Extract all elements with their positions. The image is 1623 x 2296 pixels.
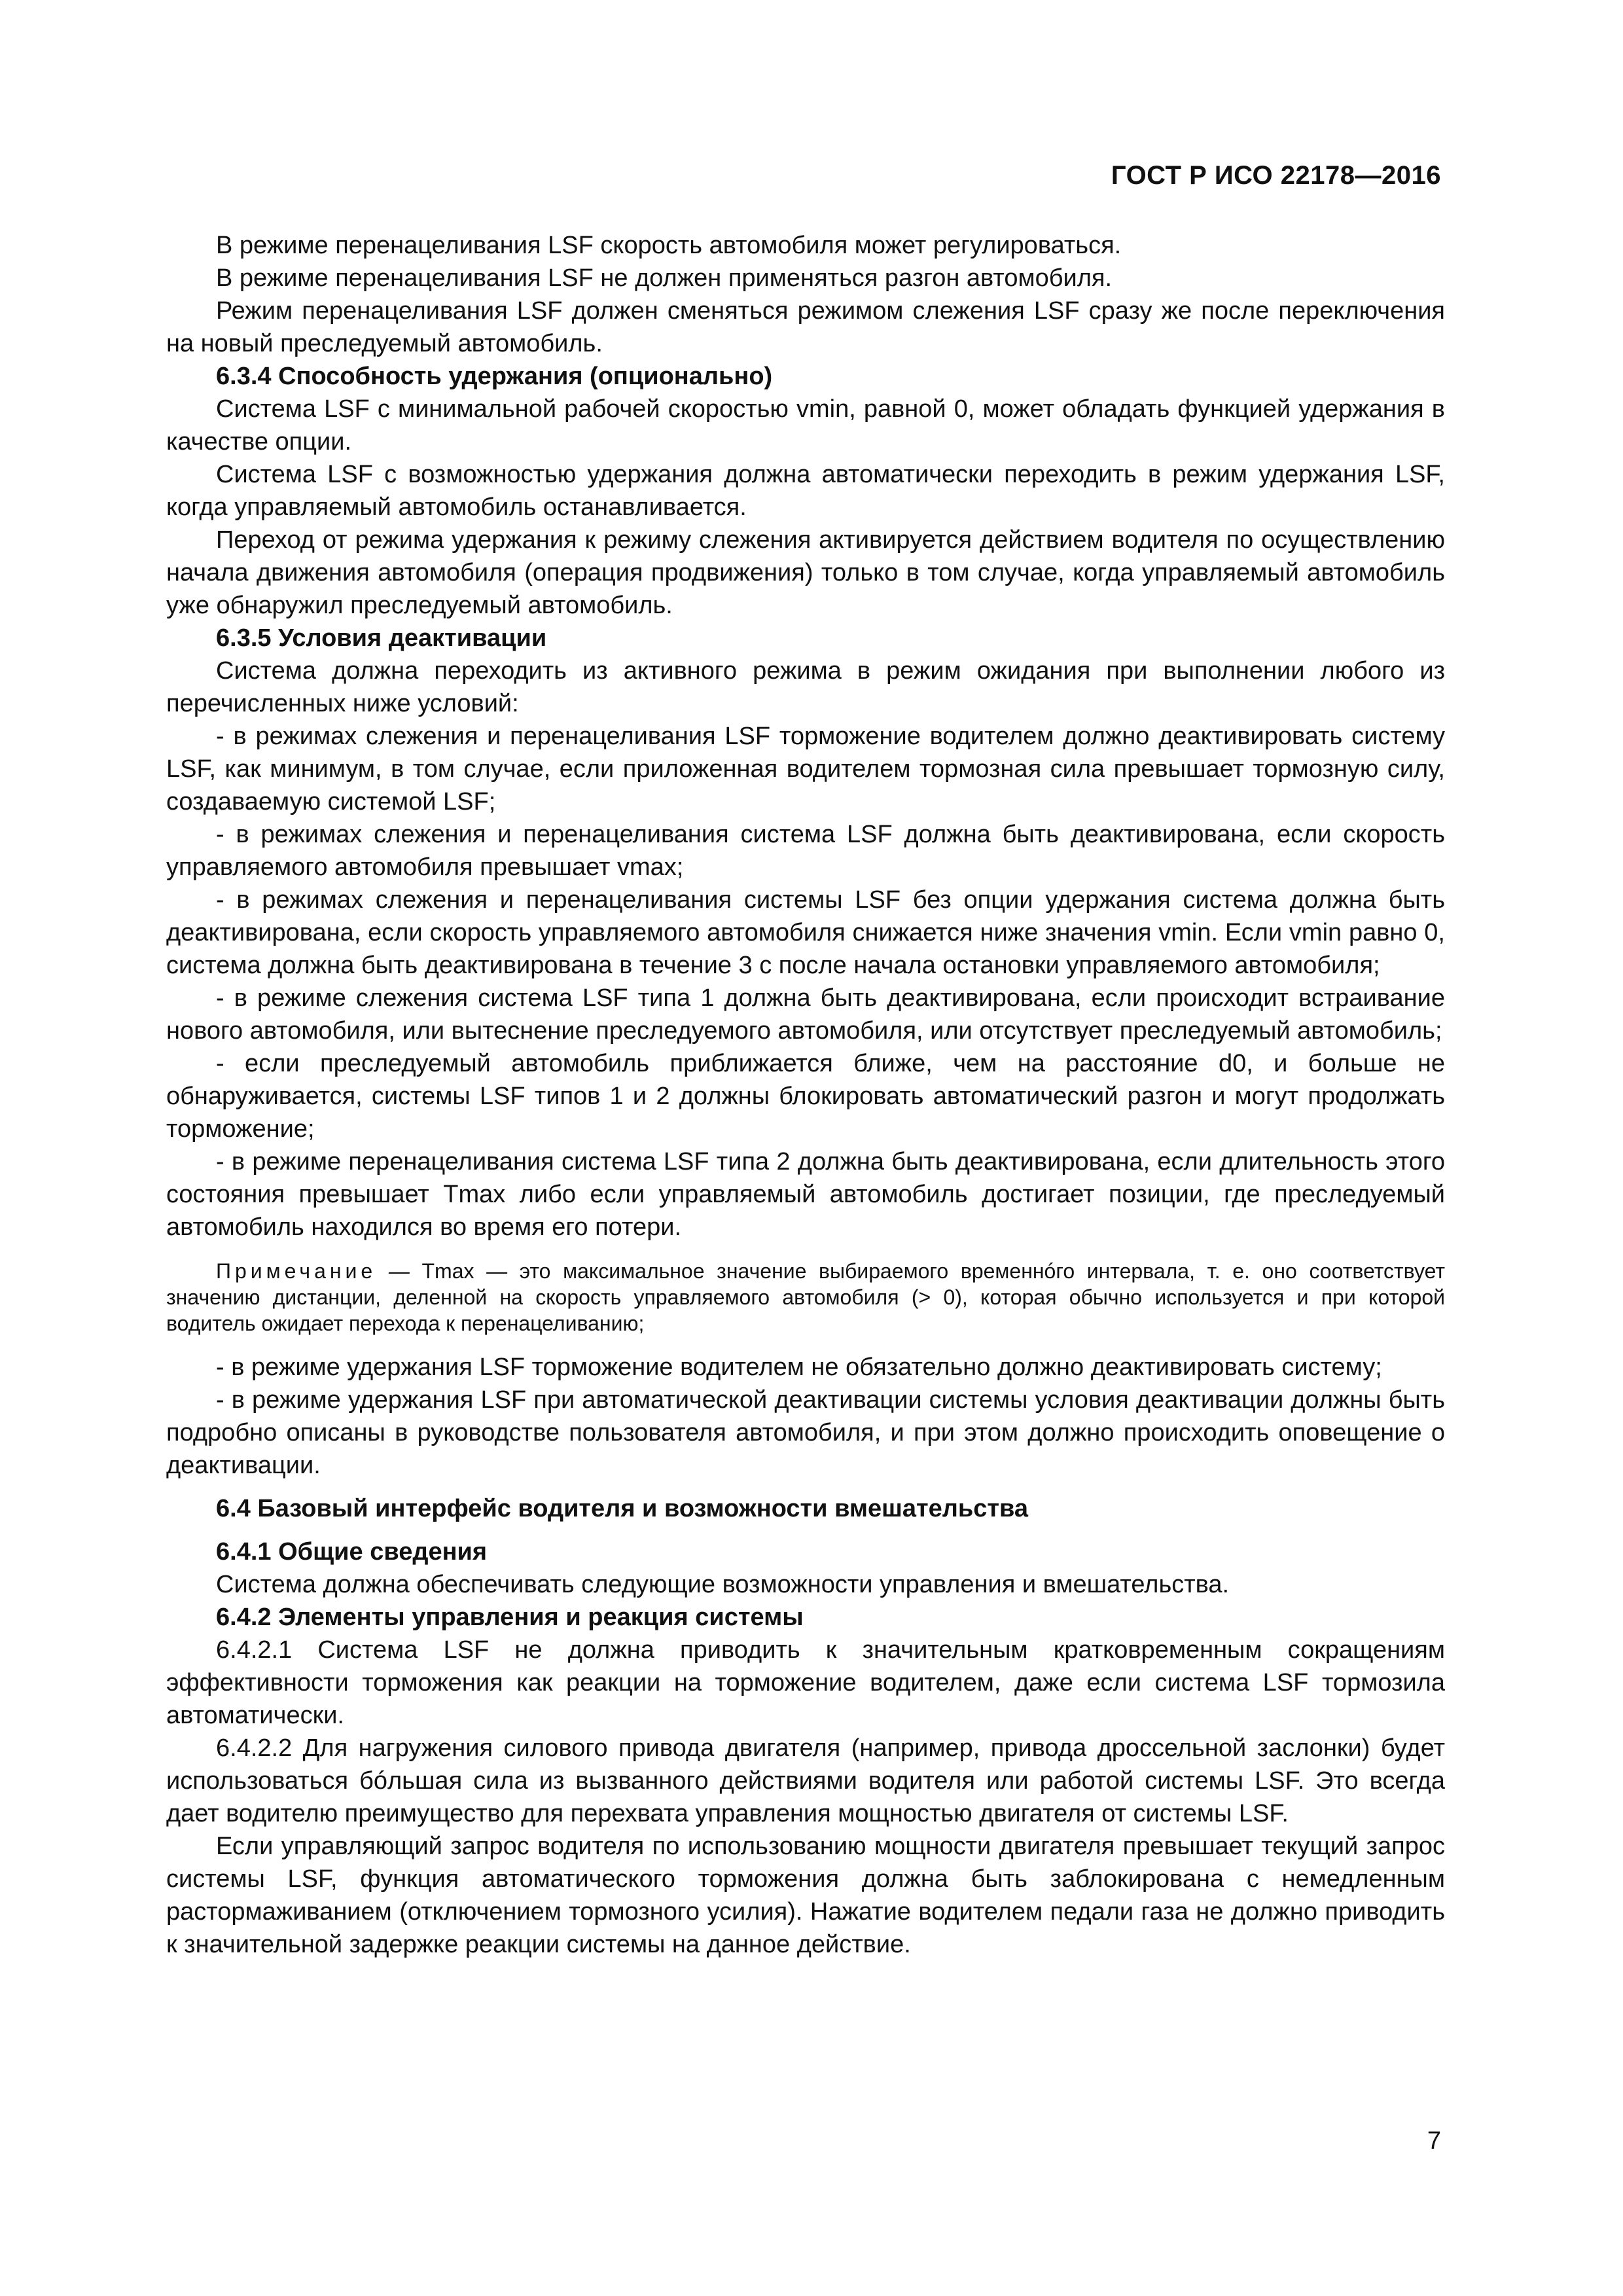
list-item: - в режиме перенацеливания система LSF типа 2 должна быть деактивирована, если длительность этого состояния превышает Tmax либо если управляемый автомобиль достигает позиции, где преследуемый автомобиль находился во время его потери. xyxy=(166,1148,1445,1241)
paragraph: Если управляющий запрос водителя по использованию мощности двигателя превышает текущий запрос системы LSF, функция автоматического торможения должна быть заблокирована с немедленным растормаживанием (отключением тормозного усилия). Нажатие водителем педали газа не должно приводить к значительной задержке реакции системы на данное действие. xyxy=(166,1833,1445,1958)
paragraph: 6.4.2.1 Система LSF не должна приводить к значительным кратковременным сокращениям эффективности торможения как реакции на торможение водителем, даже если система LSF тормозила автоматически. xyxy=(166,1636,1445,1729)
note-text: — Tmax — это максимальное значение выбираемого временнóго интервала, т. е. оно соответствует значению дистанции, деленной на скорость управляемого автомобиля (> 0), которая обычно используется и при которой водитель ожидает перехода к перенацеливанию; xyxy=(166,1259,1446,1335)
note-label: Примечание xyxy=(216,1259,377,1283)
note xyxy=(166,1258,1445,1336)
paragraph: Режим перенацеливания LSF должен сменяться режимом слежения LSF сразу же после переключения на новый преследуемый автомобиль. xyxy=(166,297,1445,357)
section-heading-6-4-1: 6.4.1 Общие сведения xyxy=(216,1538,488,1566)
section-heading-6-3-5: 6.3.5 Условия деактивации xyxy=(216,624,547,652)
paragraph: Система LSF с возможностью удержания должна автоматически переходить в режим удержания LSF, когда управляемый автомобиль останавливается. xyxy=(166,461,1445,521)
list-item: - в режимах слежения и перенацеливания LSF торможение водителем должно деактивировать систему LSF, как минимум, в том случае, если приложенная водителем тормозная сила превышает тормозную силу, создаваемую системой LSF; xyxy=(166,723,1445,816)
paragraph: В режиме перенацеливания LSF скорость автомобиля может регулироваться. xyxy=(216,232,1122,259)
page-number: 7 xyxy=(1427,2127,1441,2155)
list-item: - в режимах слежения и перенацеливания системы LSF без опции удержания система должна быть деактивирована, если скорость управляемого автомобиля снижается ниже значения vmin. Если vmin равно 0, система должна быть деактивирована в течение 3 с после начала остановки управляемого автомобиля; xyxy=(166,886,1445,979)
paragraph: Система должна переходить из активного режима в режим ожидания при выполнении любого из перечисленных ниже условий: xyxy=(166,657,1445,717)
list-item: - если преследуемый автомобиль приближается ближе, чем на расстояние d0, и больше не обнаруживается, системы LSF типов 1 и 2 должны блокировать автоматический разгон и могут продолжать торможение; xyxy=(166,1050,1445,1143)
section-heading-6-4-2: 6.4.2 Элементы управления и реакция системы xyxy=(216,1604,804,1631)
paragraph: Система LSF с минимальной рабочей скоростью vmin, равной 0, может обладать функцией удержания в качестве опции. xyxy=(166,395,1445,456)
paragraph: В режиме перенацеливания LSF не должен применяться разгон автомобиля. xyxy=(216,264,1113,292)
page-body xyxy=(166,229,1445,1961)
list-item: - в режимах слежения и перенацеливания система LSF должна быть деактивирована, если скорость управляемого автомобиля превышает vmax; xyxy=(166,821,1445,881)
section-heading-6-3-4: 6.3.4 Способность удержания (опционально) xyxy=(216,363,773,390)
section-heading-6-4: 6.4 Базовый интерфейс водителя и возможности вмешательства xyxy=(216,1495,1028,1522)
list-item: - в режиме удержания LSF при автоматической деактивации системы условия деактивации должны быть подробно описаны в руководстве пользователя автомобиля, и при этом должно происходить оповещение о деактивации. xyxy=(166,1386,1445,1479)
paragraph: 6.4.2.2 Для нагружения силового привода двигателя (например, привода дроссельной заслонки) будет использоваться бóльшая сила из вызванного действиями водителя или работой системы LSF. Это всегда дает водителю преимущество для перехвата управления мощностью двигателя от системы LSF. xyxy=(166,1734,1445,1827)
paragraph: Переход от режима удержания к режиму слежения активируется действием водителя по осуществлению начала движения автомобиля (операция продвижения) только в том случае, когда управляемый автомобиль уже обнаружил преследуемый автомобиль. xyxy=(166,526,1445,619)
list-item: - в режиме слежения система LSF типа 1 должна быть деактивирована, если происходит встраивание нового автомобиля, или вытеснение преследуемого автомобиля, или отсутствует преследуемый автомобиль; xyxy=(166,984,1445,1045)
paragraph: Система должна обеспечивать следующие возможности управления и вмешательства. xyxy=(216,1571,1230,1598)
document-header: ГОСТ Р ИСО 22178—2016 xyxy=(1111,161,1441,190)
list-item: - в режиме удержания LSF торможение водителем не обязательно должно деактивировать систему; xyxy=(216,1354,1382,1381)
